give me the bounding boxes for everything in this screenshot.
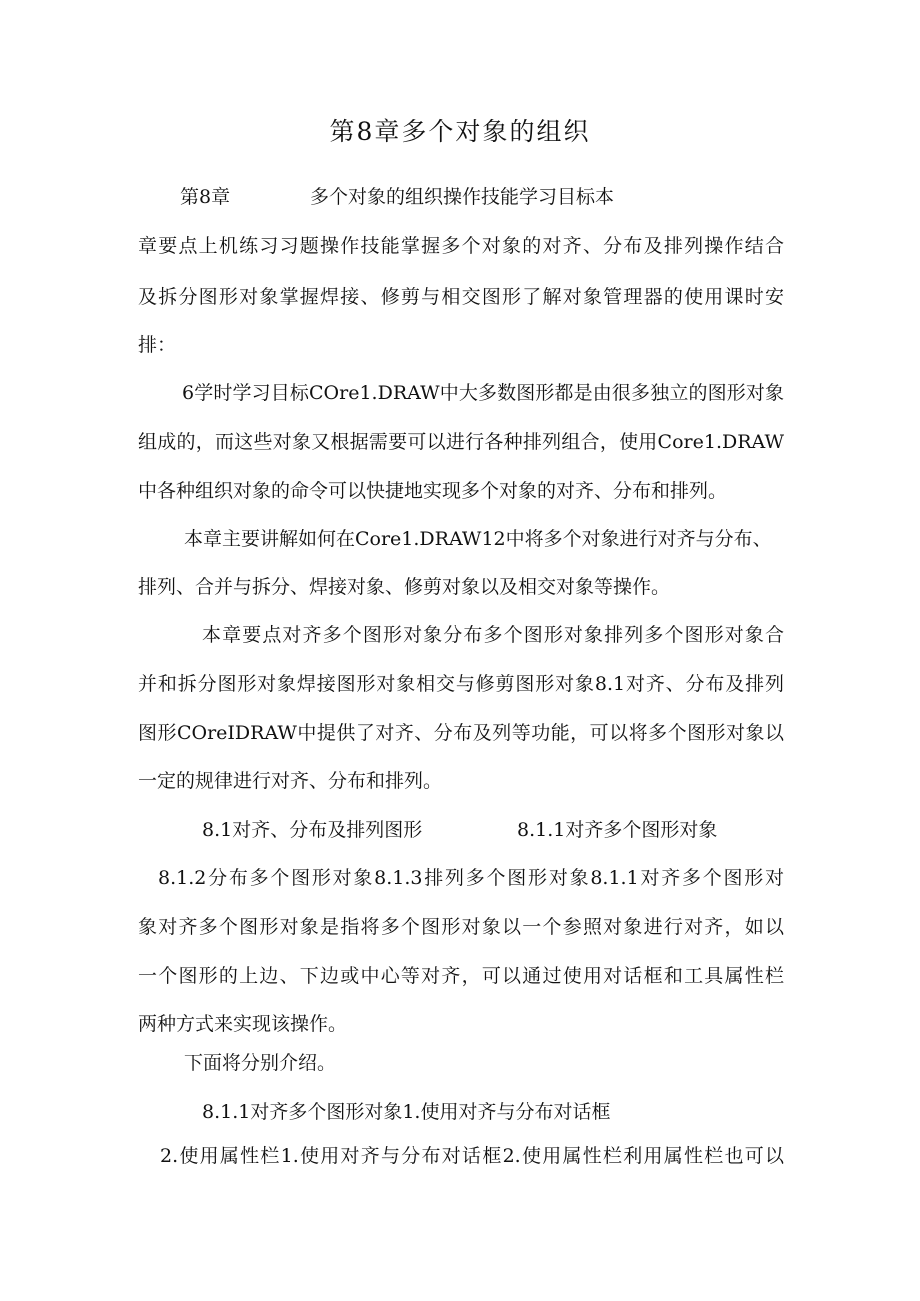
text-line-16: 一个图形的上边、下边或中心等对齐，可以通过使用对话框和工具属性栏 <box>138 965 784 987</box>
text-line-2: 及拆分图形对象掌握焊接、修剪与相交图形了解对象管理器的使用课时安 <box>138 286 784 308</box>
text-line-19: 8.1.1对齐多个图形对象1.使用对齐与分布对话框 <box>202 1101 611 1123</box>
text-line-13b: 8.1.1对齐多个图形对象 <box>517 819 718 841</box>
text-line-20: 2.使用属性栏1.使用对齐与分布对话框2.使用属性栏利用属性栏也可以 <box>160 1145 784 1167</box>
text-line-9: 本章要点对齐多个图形对象分布多个图形对象排列多个图形对象合 <box>202 624 784 646</box>
text-line-3: 排： <box>138 334 177 356</box>
text-line-8: 排列、合并与拆分、焊接对象、修剪对象以及相交对象等操作。 <box>138 576 671 598</box>
text-line-0b: 多个对象的组织操作技能学习目标本 <box>310 186 615 208</box>
text-line-13a: 8.1对齐、分布及排列图形 <box>202 819 423 841</box>
text-line-6: 中各种组织对象的命令可以快捷地实现多个对象的对齐、分布和排列。 <box>138 480 728 502</box>
text-line-0a: 第8章 <box>180 186 231 208</box>
text-line-17: 两种方式来实现该操作。 <box>138 1013 348 1035</box>
text-line-14: 8.1.2分布多个图形对象8.1.3排列多个图形对象8.1.1对齐多个图形对 <box>158 867 784 889</box>
chapter-title: 第8章多个对象的组织 <box>329 117 591 146</box>
text-line-7: 本章主要讲解如何在Core1.DRAW12中将多个对象进行对齐与分布、 <box>184 528 772 550</box>
text-line-10: 并和拆分图形对象焊接图形对象相交与修剪图形对象8.1对齐、分布及排列 <box>138 673 784 695</box>
text-line-5: 组成的，而这些对象又根据需要可以进行各种排列组合，使用Core1.DRAW <box>138 431 784 453</box>
text-line-4: 6学时学习目标COre1.DRAW中大多数图形都是由很多独立的图形对象 <box>182 382 784 404</box>
text-line-18: 下面将分别介绍。 <box>184 1052 337 1074</box>
text-line-11: 图形COreIDRAW中提供了对齐、分布及列等功能，可以将多个图形对象以 <box>138 722 784 744</box>
text-line-15: 象对齐多个图形对象是指将多个图形对象以一个参照对象进行对齐，如以 <box>138 916 784 938</box>
text-line-12: 一定的规律进行对齐、分布和排列。 <box>138 770 443 792</box>
text-line-1: 章要点上机练习习题操作技能掌握多个对象的对齐、分布及排列操作结合 <box>138 235 784 257</box>
